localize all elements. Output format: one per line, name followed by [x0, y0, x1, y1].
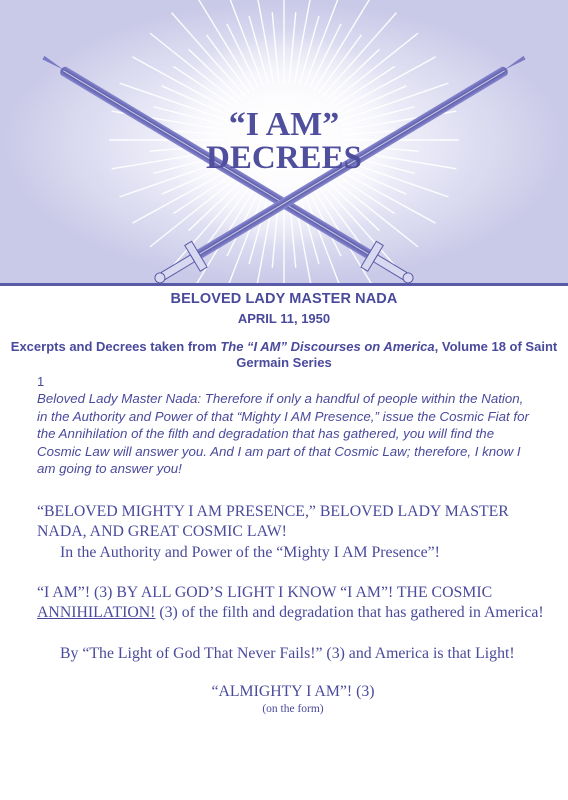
- header-title-line2: DECREES: [206, 140, 362, 176]
- form-note: (on the form): [262, 703, 324, 715]
- decree-line3-after: (3) of the filth and degradation that has gathered in America!: [155, 604, 544, 622]
- decree-underlined-word: ANNIHILATION!: [37, 604, 156, 622]
- source-note: [0, 339, 568, 371]
- source-suffix: , Volume 18 of Saint Germain Series: [236, 339, 558, 370]
- decree-annihilation: [37, 583, 547, 624]
- decree-authority: In the Authority and Power of the “Mighty I AM Presence”!: [60, 544, 440, 561]
- decree-line3-before: “I AM”! (3) BY ALL GOD’S LIGHT I KNOW “I AM”! THE COSMIC: [37, 584, 493, 601]
- date-heading: APRIL 11, 1950: [237, 311, 331, 326]
- header-divider: [0, 283, 568, 286]
- decree-almighty: “ALMIGHTY I AM”! (3): [211, 683, 375, 700]
- source-prefix: Excerpts and Decrees taken from: [10, 339, 221, 354]
- master-name-heading: BELOVED LADY MASTER NADA: [170, 291, 398, 307]
- decree-light: By “The Light of God That Never Fails!” (3) and America is that Light!: [60, 645, 515, 662]
- excerpt-text: Beloved Lady Master Nada: Therefore if only a handful of people within the Nation, in the Authority and Power of that “Mighty I AM Presence,” issue the Cosmic Fiat for the Annihilation of the filth and degradation that has gathered, you will find the Cosmic Law will answer you. And I am part of that Cosmic Law; therefore, I know I am going to answer you!: [37, 391, 529, 477]
- source-title: The “I AM” Discourses on America: [220, 339, 435, 354]
- decree-invocation: “BELOVED MIGHTY I AM PRESENCE,” BELOVED LADY MASTER NADA, AND GREAT COSMIC LAW!: [37, 503, 509, 541]
- header-illustration: [0, 0, 568, 285]
- header-title-line1: “I AM”: [228, 106, 340, 143]
- excerpt-number: 1: [37, 374, 45, 389]
